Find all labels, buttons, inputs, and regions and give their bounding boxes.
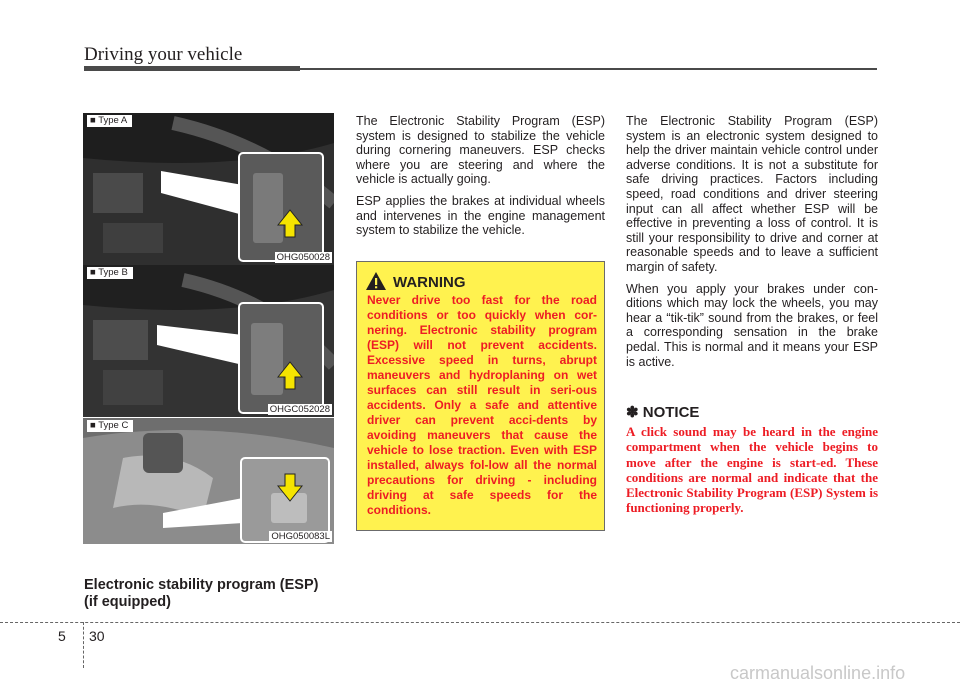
chapter-number: 5 [58,628,66,644]
warning-triangle-icon [365,271,387,291]
type-label: ■ Type B [87,267,133,279]
header-rule-thick [84,66,300,71]
figure-type-b [83,265,334,417]
warning-text: Never drive too fast for the road conditions or too quickly when cor-nering. Electronic stability program (ESP) will not prevent accidents. Excessive speed in turns, abrupt maneuvers and hydroplaning on wet surfaces can still result in seri-ous accidents. Only a safe and attentive driver can prevent acci-dents by avoiding maneuvers that cause the vehicle to lose traction. Even with ESP installed, always fol-low all the normal precautions for driving - including driving at safe speeds for the conditions. [367,293,597,517]
watermark: carmanualsonline.info [730,663,906,683]
figure-code: OHG050028 [276,252,330,263]
paragraph: ESP applies the brakes at individual wheels and intervenes in the engine management system to stabilize the vehicle. [356,193,605,238]
right-column [626,114,878,376]
notice-text: A click sound may be heard in the engine compartment when the vehicle begins to move after the engine is start-ed. These conditions are normal and indicate that the Electronic Stability Program (ESP) System is functioning properly. [626,424,878,516]
notice-title: ✽ NOTICE [626,404,700,421]
page-number: 30 [89,628,105,644]
figure-code: OHGC052028 [269,404,330,415]
footer-rule [0,622,960,623]
paragraph: The Electronic Stability Program (ESP) system is an electronic system designed to help the driver maintain vehicle control under adverse conditions. It is not a substitute for safe driving practices. Factors including speed, road conditions and driver steering input can all affect whether ESP will be effective in preventing a loss of control. It is still your responsibility to drive and corner at reasonable speeds and to leave a sufficient margin of safety. [626,114,878,274]
type-label: ■ Type A [87,115,132,127]
figure-type-c [83,418,334,544]
header-rule-thin [300,68,877,70]
footer-divider [83,622,84,668]
middle-column [356,114,605,245]
paragraph: When you apply your brakes under con-ditions which may lock the wheels, you may hear a “tik-tik” sound from the brakes, or feel a corresponding sensation in the brake pedal. This is normal and it means your ESP is active. [626,281,878,369]
warning-box [356,261,605,531]
warning-title: WARNING [393,274,466,291]
dashboard-photo-b [83,265,334,417]
paragraph: The Electronic Stability Program (ESP) system is designed to stabilize the vehicle during cornering maneuvers. ESP checks where you are steering and where the vehicle is actually going. [356,114,605,187]
figure-code: OHG050083L [271,531,330,542]
dashboard-photo-a [83,113,334,265]
figure-caption: Electronic stability program (ESP) (if equipped) [84,577,319,610]
console-photo-c [83,418,334,544]
section-title: Driving your vehicle [84,44,243,65]
figure-type-a [83,113,334,265]
type-label: ■ Type C [87,420,133,432]
